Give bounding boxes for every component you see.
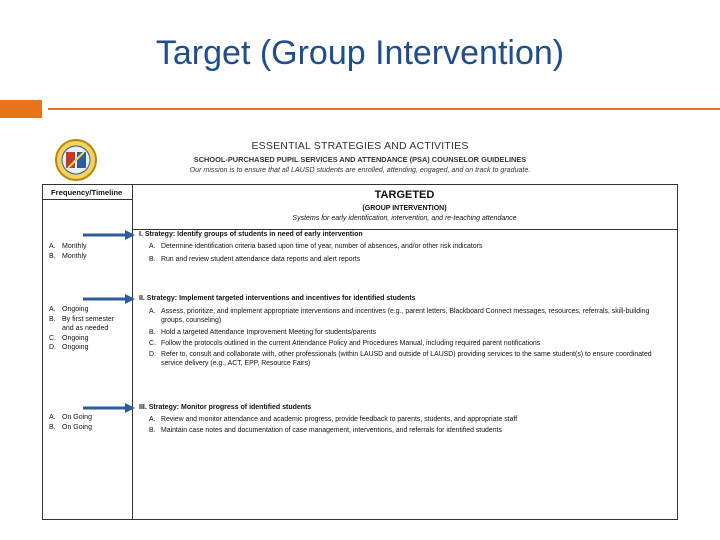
strategy-3-title: III. Strategy: Monitor progress of identified students (139, 404, 312, 411)
mission-statement: Our mission is to ensure that all LAUSD students are enrolled, attending, engaged, and on track to graduate. (189, 166, 531, 174)
slide-title: Target (Group Intervention) (155, 34, 565, 72)
frequency-item: C. Ongoing (49, 334, 89, 342)
strategy-1-activity-a: A. Determine identification criteria based upon time of year, number of absences, and/or other risk indicators (149, 243, 483, 250)
frequency-item: A. On Going (49, 414, 92, 421)
frequency-item: B. On Going (49, 423, 92, 431)
tier-system-description: Systems for early identification, intervention, and re-teaching attendance (292, 215, 517, 222)
strategy-2-title: II. Strategy: Implement targeted interventions and incentives for identified students (139, 295, 416, 302)
frequency-item: B. By first semester and as needed (49, 315, 115, 333)
strategy-2-activity-a: A. Assess, prioritize, and implement appropriate interventions and incentives (e.g., parent letters, Blackboard Connect messages, resources, referrals, skill-building groups, counseling) (149, 308, 650, 325)
frequency-item: D. Ongoing (49, 344, 89, 352)
tier-title: TARGETED (374, 189, 435, 201)
strategy-1-activity-b: B. Run and review student attendance data reports and alert reports (149, 256, 361, 263)
header-divider-left (43, 199, 132, 200)
strategy-3-activity-b: B. Maintain case notes and documentation of case management, interventions, and referrals for identified students (149, 427, 502, 434)
strategy-2-activity-c: C. Follow the protocols outlined in the current Attendance Policy and Procedures Manual, including required parent notifications (149, 340, 541, 347)
title-accent-bar (0, 100, 42, 118)
title-divider-line (48, 108, 720, 110)
frequency-group-3 (49, 413, 126, 432)
frequency-group-1 (49, 242, 126, 261)
header-divider-right (132, 229, 677, 230)
frequency-column-header: Frequency/Timeline (51, 188, 123, 197)
arrow-right-icon (83, 403, 135, 413)
document-heading: ESSENTIAL STRATEGIES AND ACTIVITIES (251, 140, 469, 152)
document-subheading: SCHOOL-PURCHASED PUPIL SERVICES AND ATTENDANCE (PSA) COUNSELOR GUIDELINES (193, 155, 527, 164)
arrow-right-icon (83, 230, 135, 240)
tier-subtitle: (GROUP INTERVENTION) (362, 205, 447, 212)
guidelines-document (42, 132, 678, 520)
arrow-right-icon (83, 294, 135, 304)
frequency-item: A. Monthly (49, 243, 87, 250)
strategies-table (42, 184, 678, 520)
strategy-2-activity-b: B. Hold a targeted Attendance Improvement Meeting for students/parents (149, 329, 376, 336)
strategy-2-activity-d: D. Refer to, consult and collaborate with, other professionals (within LAUSD and outside of LAUSD) providing services to the same student(s) to ensure coordinated service delivery (e.g., ACT, EPP, Resource Fairs) (149, 351, 652, 368)
strategy-3-activity-a: A. Review and monitor attendance and academic progress, provide feedback to parents, students, and appropriate staff (149, 416, 518, 423)
frequency-item: A. Ongoing (49, 306, 89, 313)
strategy-1-title: I. Strategy: Identify groups of students in need of early intervention (139, 231, 363, 238)
frequency-group-2 (49, 305, 126, 353)
frequency-item: B. Monthly (49, 252, 87, 260)
